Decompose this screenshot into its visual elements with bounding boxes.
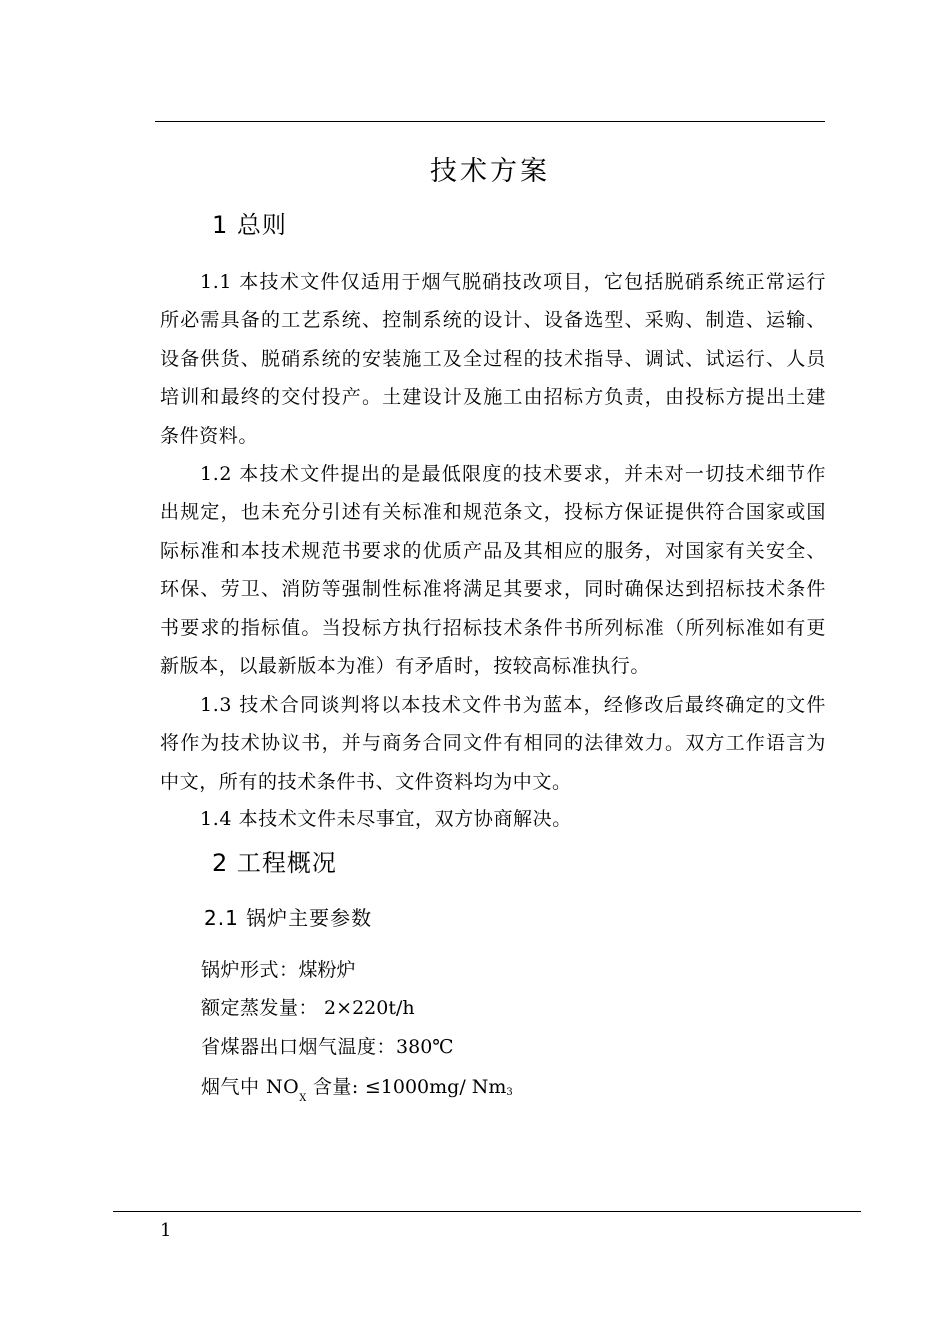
spec-value: 煤粉炉 (298, 959, 356, 981)
unit-superscript: 3 (506, 1087, 513, 1098)
spec-row-nox-content (201, 1072, 513, 1114)
spec-value: 2×220t/h (318, 997, 415, 1019)
paragraph-1-3: 1.3 技术合同谈判将以本技术文件书为蓝本，经修改后最终确定的文件将作为技术协议书，并与商务合同文件有相同的法律效力。双方工作语言为中文，所有的技术条件书、文件资料均为中文。 (160, 694, 826, 793)
spec-value: ≤1000mg/ Nm (358, 1076, 507, 1098)
page-number: 1 (160, 1220, 172, 1241)
paragraph-1-1: 1.1 本技术文件仅适用于烟气脱硝技改项目，它包括脱硝系统正常运行所必需具备的工艺系统、控制系统的设计、设备选型、采购、制造、运输、设备供货、脱硝系统的安装施工及全过程的技术指导、调试、试运行、人员培训和最终的交付投产。土建设计及施工由招标方负责，由投标方提出土建条件资料。 (160, 271, 826, 447)
spec-label: 锅炉形式： (201, 959, 299, 981)
section-heading-general: 1 总则 (212, 211, 287, 239)
spec-row-rated-evaporation (201, 993, 415, 1023)
spec-label-suffix: 含量: (306, 1076, 359, 1098)
spec-row-boiler-type (201, 955, 356, 985)
spec-row-flue-gas-temperature (201, 1032, 454, 1062)
header-rule (155, 121, 825, 122)
document-title: 技术方案 (430, 156, 550, 187)
paragraph-1-2: 1.2 本技术文件提出的是最低限度的技术要求，并未对一切技术细节作出规定，也未充分引述有关标准和规范条文，投标方保证提供符合国家或国际标准和本技术规范书要求的优质产品及其相应的服务，对国家有关安全、环保、劳卫、消防等强制性标准将满足其要求，同时确保达到招标技术条件书要求的指标值。当投标方执行招标技术条件书所列标准（所列标准如有更新版本，以最新版本为准）有矛盾时，按较高标准执行。 (160, 463, 826, 678)
nox-subscript: X (299, 1093, 307, 1104)
spec-label: 烟气中 NO (201, 1076, 300, 1098)
spec-label: 省煤器出口烟气温度： (201, 1036, 397, 1058)
footer-rule (113, 1211, 861, 1212)
section-heading-project-overview: 2 工程概况 (212, 849, 337, 877)
spec-value: 380℃ (396, 1036, 454, 1058)
spec-label: 额定蒸发量： (201, 997, 319, 1019)
paragraph-1-4: 1.4 本技术文件未尽事宜，双方协商解决。 (200, 808, 572, 830)
subsection-heading-boiler-parameters: 2.1 锅炉主要参数 (204, 906, 373, 930)
